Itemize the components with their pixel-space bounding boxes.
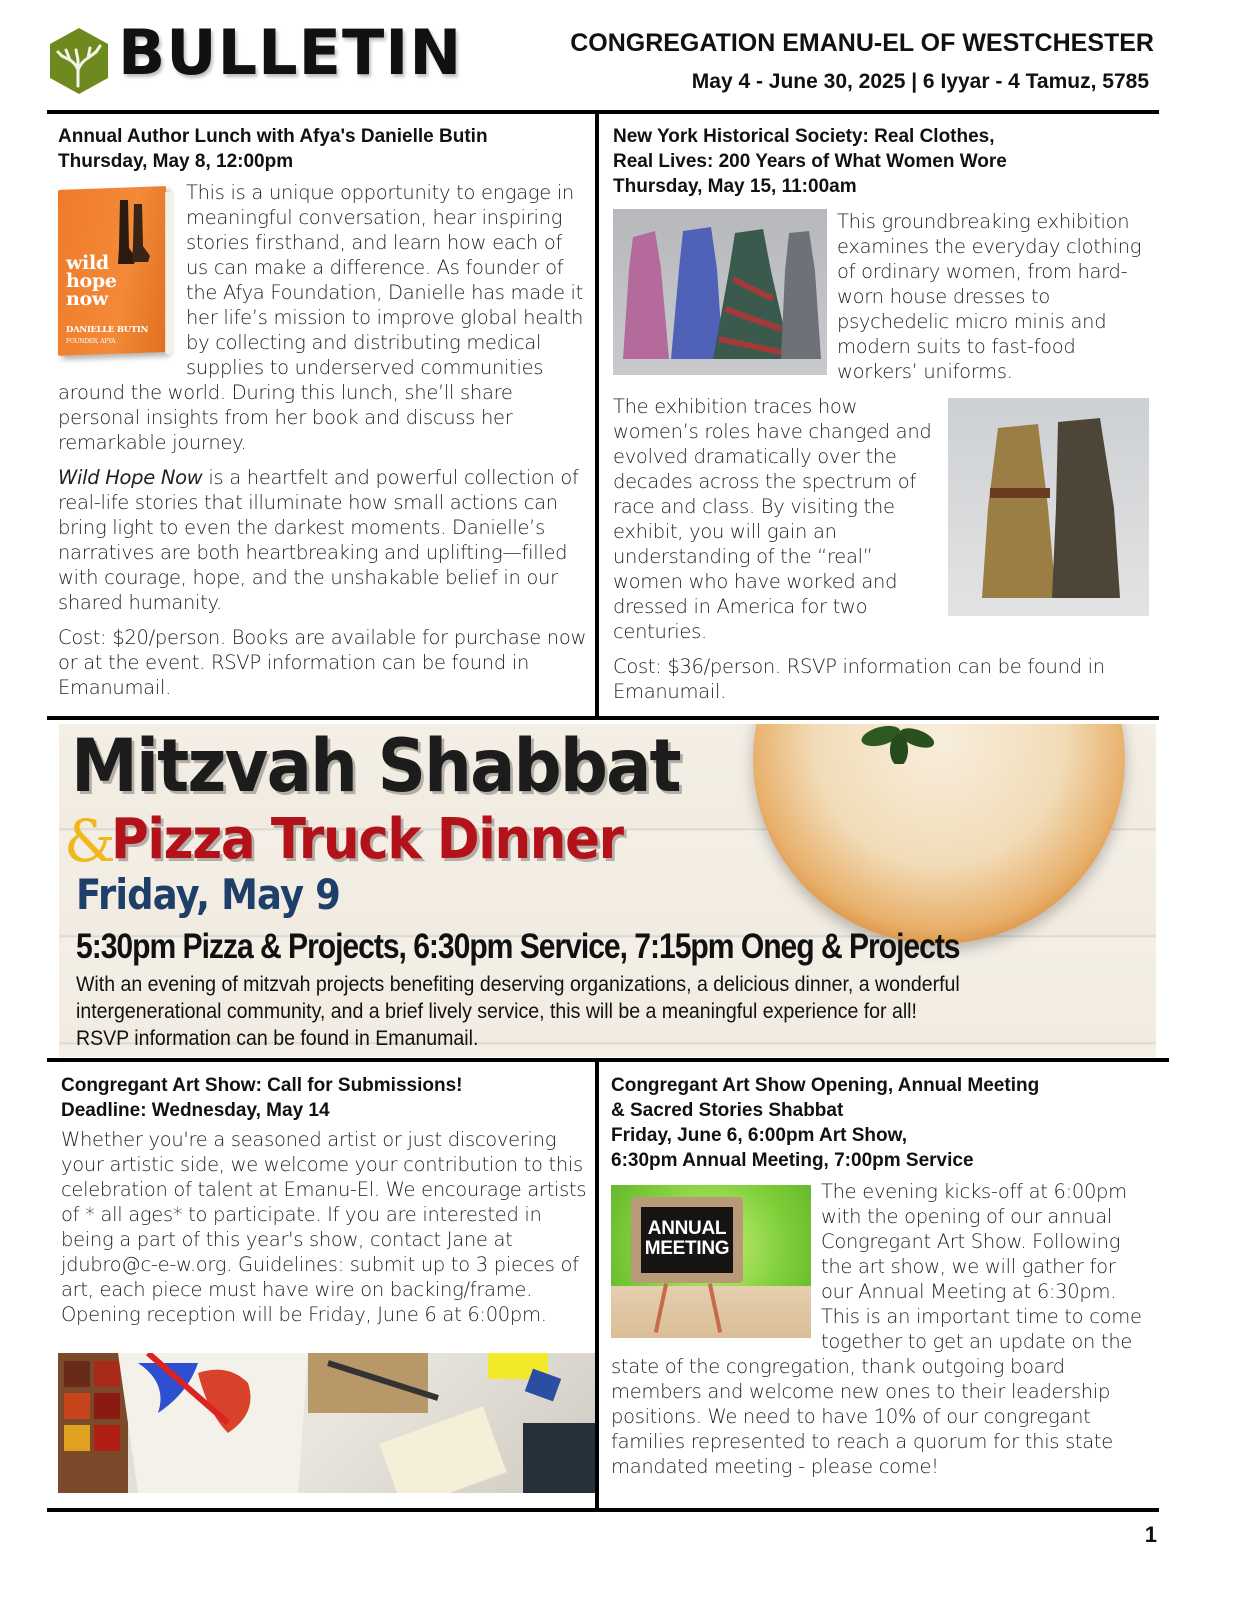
article-cost: Cost: $36/person. RSVP information can be found in Emanumail. xyxy=(613,655,1105,703)
article-date: Friday, June 6, 6:00pm Art Show, xyxy=(611,1125,907,1146)
article-annual-meeting xyxy=(611,1073,1151,1489)
article-paragraph-text: is a heartfelt and powerful collection of real-life stories that illuminate how small actions can bring light to even the darkest moments. Danielle’s narratives are both heartbreaking and uplifting—filled with courage, hope, and the unshakable belief in our shared humanity. xyxy=(58,466,579,614)
sign-text: MEETING xyxy=(644,1238,730,1259)
tree-hexagon-logo-icon xyxy=(48,26,110,96)
banner-ampersand: & xyxy=(64,807,116,875)
banner-description xyxy=(76,971,1080,1052)
bulletin-title: BULLETIN xyxy=(118,16,463,89)
article-body xyxy=(613,209,1149,704)
divider-middle xyxy=(47,716,1159,720)
uniforms-photo xyxy=(948,398,1149,616)
divider-top xyxy=(47,110,1159,114)
banner-date: Friday, May 9 xyxy=(76,870,340,919)
article-paragraph: Whether you're a seasoned artist or just discovering your artistic side, we welcome your contribution to this celebration of talent at Emanu-El. We encourage artists of * all ages* to participate. If you are interested in being a part of this year's show, contact Jane at jdubro@c-e-w.org. Guidelines: submit up to 3 pieces of art, each piece must have wire on backing/frame. Opening reception will be Friday, June 6 at 6:00pm. xyxy=(61,1128,587,1326)
dresses-photo xyxy=(613,209,827,375)
article-body xyxy=(611,1179,1151,1479)
banner-title: Mitzvah Shabbat xyxy=(71,724,680,809)
article-title: New York Historical Society: Real Clothes, xyxy=(613,126,995,147)
divider-vertical-top xyxy=(595,112,599,718)
article-title: Congregant Art Show: Call for Submissions! xyxy=(61,1075,463,1096)
book-title-italic: Wild Hope Now xyxy=(58,466,203,489)
article-historical-society xyxy=(613,124,1149,714)
article-title: & Sacred Stories Shabbat xyxy=(611,1100,844,1121)
basil-leaf-icon xyxy=(859,724,939,764)
divider-lower xyxy=(47,1058,1169,1062)
article-paragraph: The exhibition traces how women’s roles have changed and evolved dramatically over the decades across the spectrum of race and class. By visiting the exhibit, you will gain an understanding of the “real” women who have worked and dressed in America for two centuries. xyxy=(613,395,932,643)
article-date: Thursday, May 8, 12:00pm xyxy=(58,151,294,172)
book-title-line: hope xyxy=(66,270,117,292)
article-date: 6:30pm Annual Meeting, 7:00pm Service xyxy=(611,1150,974,1171)
book-title-line: now xyxy=(66,288,108,310)
book-subtitle: FOUNDER, AFYA xyxy=(66,338,116,345)
date-range: May 4 - June 30, 2025 | 6 Iyyar - 4 Tamuz, 5785 xyxy=(691,70,1149,93)
article-paragraph xyxy=(58,465,588,615)
mitzvah-shabbat-banner xyxy=(59,724,1156,1057)
article-paragraph: This groundbreaking exhibition examines the everyday clothing of ordinary women, from hard-worn house dresses to psychedelic micro minis and modern suits to fast-food workers’ uniforms. xyxy=(837,210,1142,383)
art-supplies-photo xyxy=(58,1353,595,1493)
article-author-lunch xyxy=(58,124,588,710)
divider-bottom xyxy=(47,1508,1159,1512)
article-title: Real Lives: 200 Years of What Women Wore xyxy=(613,151,1007,172)
article-title: Congregant Art Show Opening, Annual Meeting xyxy=(611,1075,1040,1096)
organization-name: CONGREGATION EMANU-EL OF WESTCHESTER xyxy=(570,29,1154,57)
book-cover-image xyxy=(58,182,176,360)
article-paragraph: This is a unique opportunity to engage in meaningful conversation, hear inspiring stories firsthand, and learn how each of us can make a difference. As founder of the Afya Foundation, Danielle has made it her life’s mission to improve global health by collecting and distributing medical supplies to underserved communities around the world. During this lunch, she’ll share personal insights from her book and discuss her remarkable journey. xyxy=(58,181,584,454)
banner-description-text: With an evening of mitzvah projects benefiting deserving organizations, a delicious dinner, a wonderful intergenerational community, and a brief lively service, this will be a meaningful experience for all! xyxy=(76,973,960,1023)
boots-illustration-icon xyxy=(114,196,152,268)
page-number: 1 xyxy=(1144,1522,1157,1547)
sign-text: ANNUAL xyxy=(647,1218,727,1239)
pizza-image xyxy=(753,724,1125,944)
banner-rsvp: RSVP information can be found in Emanumail. xyxy=(76,1027,479,1050)
article-deadline: Deadline: Wednesday, May 14 xyxy=(61,1100,330,1121)
book-author: DANIELLE BUTIN xyxy=(66,325,149,335)
article-body xyxy=(61,1127,589,1327)
banner-subtitle: Pizza Truck Dinner xyxy=(111,807,623,872)
article-title: Annual Author Lunch with Afya's Danielle Butin xyxy=(58,126,488,147)
banner-schedule: 5:30pm Pizza & Projects, 6:30pm Service, 7:15pm Oneg & Projects xyxy=(76,927,960,966)
article-cost: Cost: $20/person. Books are available for purchase now or at the event. RSVP information can be found in Emanumail. xyxy=(58,626,587,699)
article-paragraph: The evening kicks-off at 6:00pm with the opening of our annual Congregant Art Show. Following the art show, we will gather for our Annual Meeting at 6:30pm. This is an important time to come together to get an update on the state of the congregation, thank outgoing board members and welcome new ones to their leadership positions. We need to have 10% of our congregant families represented to reach a quorum for this state mandated meeting - please come! xyxy=(611,1180,1142,1478)
article-art-show-call xyxy=(61,1073,589,1337)
article-date: Thursday, May 15, 11:00am xyxy=(613,176,857,197)
divider-vertical-bottom xyxy=(595,1060,599,1510)
book-title-line: wild xyxy=(66,252,109,274)
annual-meeting-sign-photo xyxy=(611,1185,811,1338)
article-body xyxy=(58,180,588,700)
